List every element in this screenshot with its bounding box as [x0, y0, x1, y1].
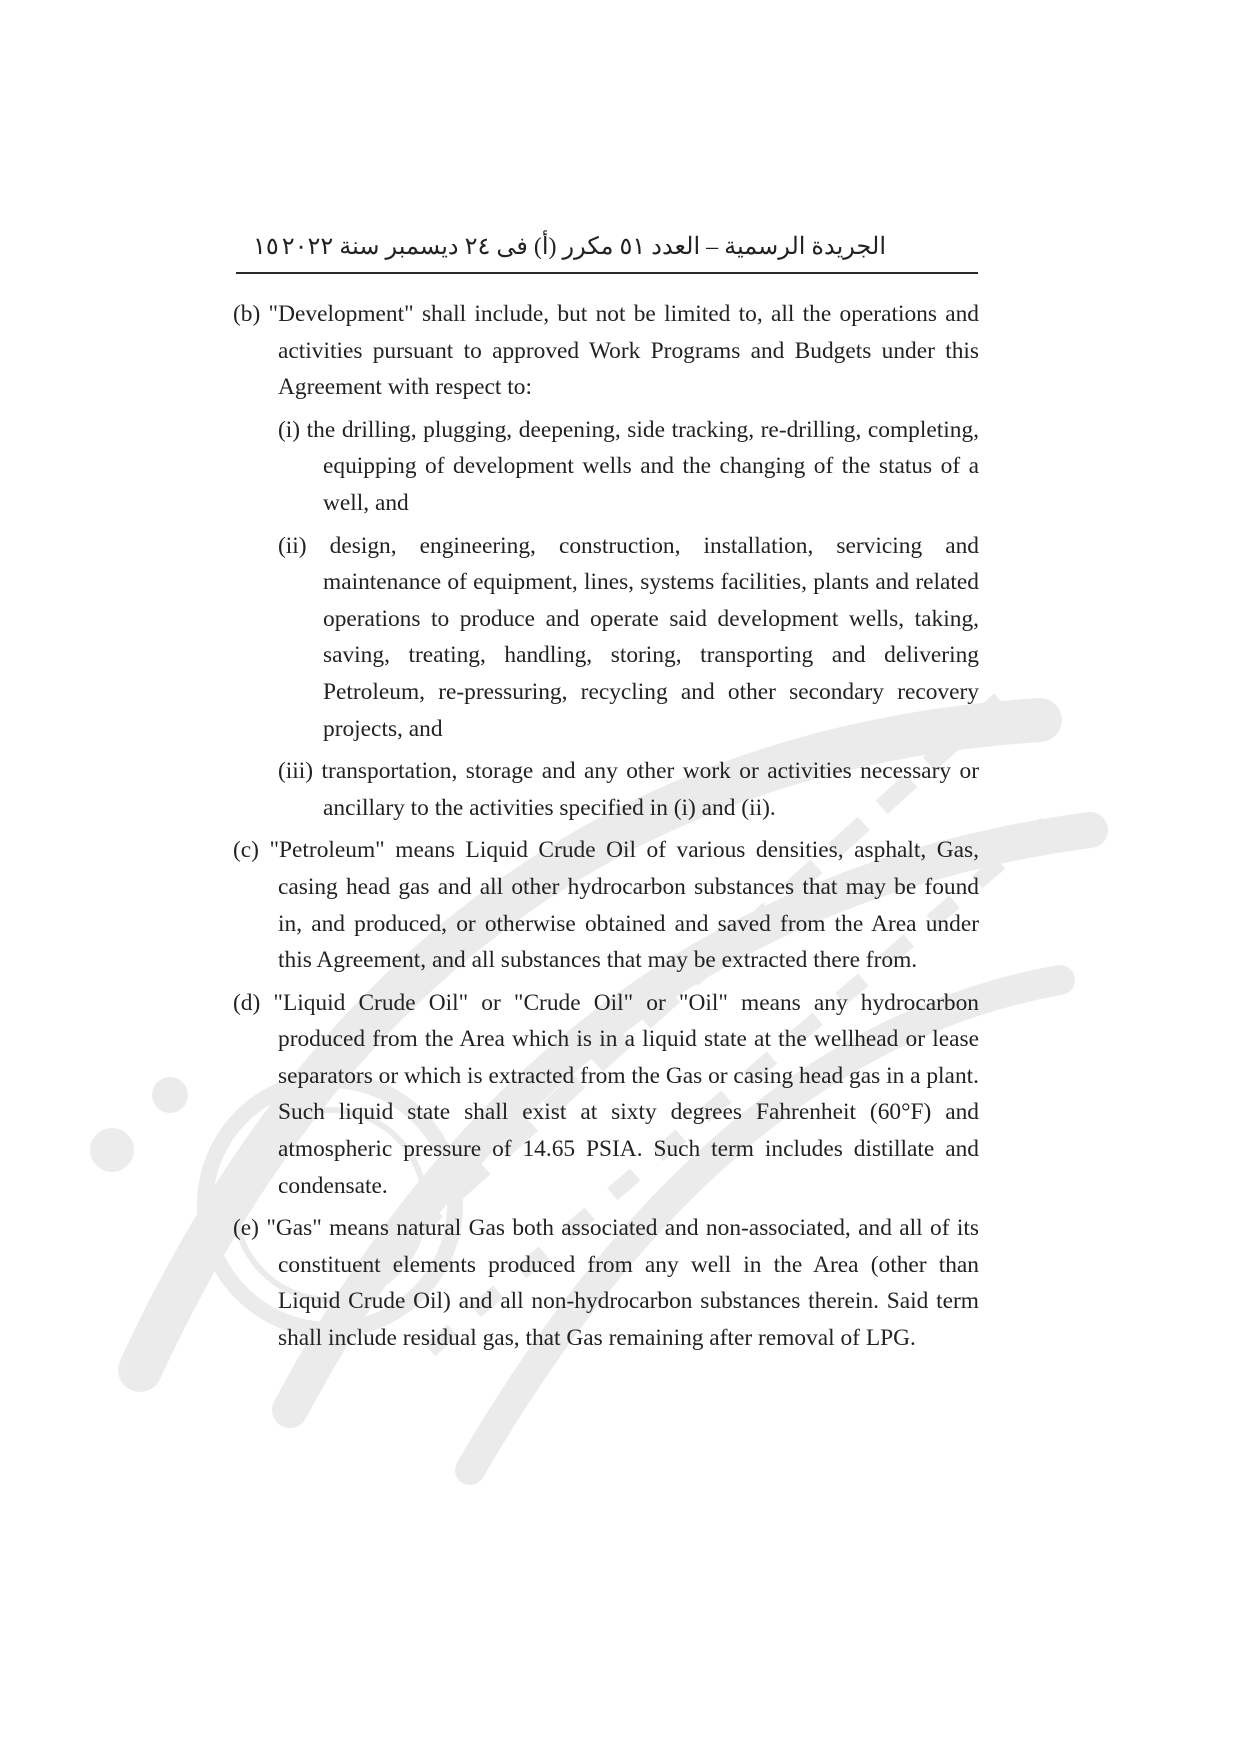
definition-text: (b) "Development" shall include, but not be limited to, all the operations and activities pursuant to approved Work Programs and Budgets under this Agreement with respect to: [233, 301, 979, 401]
definition-text: (e) "Gas" means natural Gas both associated and non-associated, and all of its constituent elements produced from any well in the Area (other than Liquid Crude Oil) and all non-hydrocarbon substances therein. Said term shall include residual gas, that Gas remaining after removal of LPG. [233, 1215, 979, 1352]
development-sublist [278, 412, 979, 827]
gazette-title: الجريدة الرسمية – العدد ٥١ مكرر (أ) فى ٢٤ ديسمبر سنة ٢٠٢٢ [281, 234, 886, 260]
definitions-body [233, 296, 979, 1363]
sub-item-iii: (iii) transportation, storage and any other work or activities necessary or ancillary to the activities specified in (i) and (ii). [278, 758, 979, 821]
sub-item-i: (i) the drilling, plugging, deepening, side tracking, re-drilling, completing, equipping of development wells and the changing of the status of a well, and [278, 416, 979, 516]
definition-gas [233, 1210, 979, 1356]
sub-item-ii: (ii) design, engineering, construction, installation, servicing and maintenance of equipment, lines, systems facilities, plants and related operations to produce and operate said development wells, taking, saving, treating, handling, storing, transporting and delivering Petroleum, re-pressuring, recycling and other secondary recovery projects, and [278, 532, 979, 742]
definition-text: (c) "Petroleum" means Liquid Crude Oil of various densities, asphalt, Gas, casing head gas and all other hydrocarbon substances that may be found in, and produced, or otherwise obtained and saved from the Area under this Agreement, and all substances that may be extracted there from. [233, 837, 979, 974]
definition-development [233, 296, 979, 406]
definition-crude-oil [233, 985, 979, 1205]
definition-petroleum [233, 832, 979, 978]
page-number: ١٥ [253, 234, 279, 260]
definition-text: (d) "Liquid Crude Oil" or "Crude Oil" or "Oil" means any hydrocarbon produced from the Area which is in a liquid state at the wellhead or lease separators or which is extracted from the Gas or casing head gas in a plant. Such liquid state shall exist at sixty degrees Fahrenheit (60°F) and atmospheric pressure of 14.65 PSIA. Such term includes distillate and condensate. [233, 989, 979, 1199]
page-header [236, 226, 978, 274]
